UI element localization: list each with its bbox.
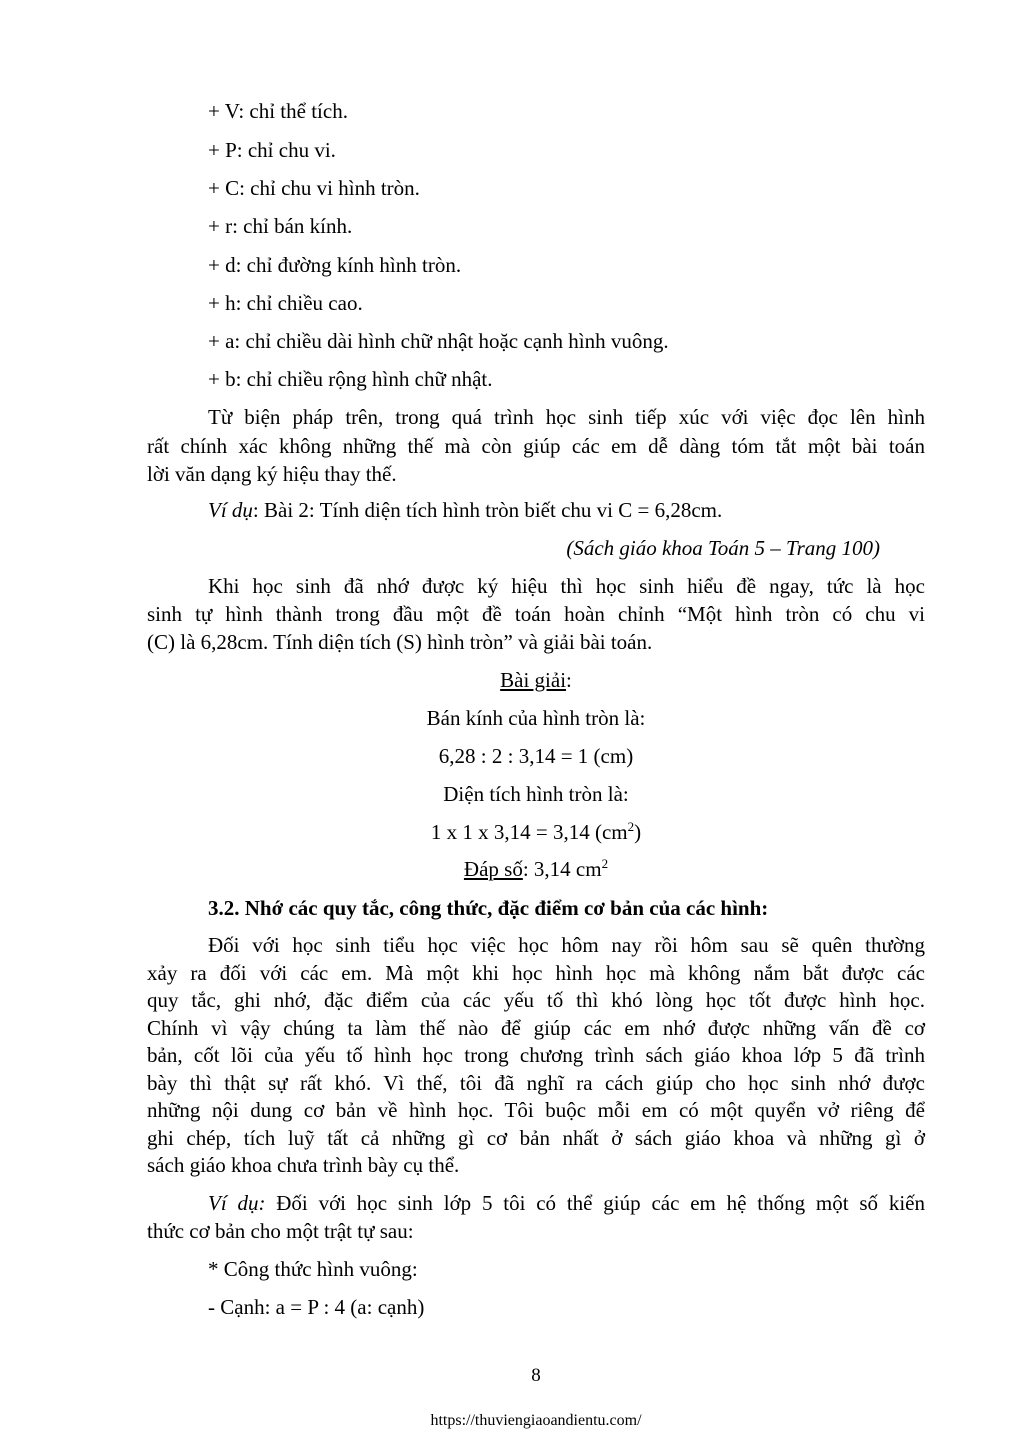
solution-heading-label: Bài giải bbox=[500, 668, 567, 692]
page-number: 8 bbox=[531, 1365, 541, 1386]
unit-exponent: 2 bbox=[627, 819, 635, 834]
paragraph-line: những nội dung cơ bản về hình học. Tôi buộc mỗi em có một quyển vở riêng để bbox=[147, 1098, 925, 1122]
symbol-item: + b: chỉ chiều rộng hình chữ nhật. bbox=[208, 367, 493, 391]
symbol-item: + C: chỉ chu vi hình tròn. bbox=[208, 176, 420, 200]
paragraph-line: (C) là 6,28cm. Tính diện tích (S) hình tròn” và giải bài toán. bbox=[147, 630, 653, 654]
paragraph-line: quy tắc, ghi nhớ, đặc điểm của các yếu tố thì khó lòng học tốt được hình học. bbox=[147, 988, 925, 1012]
formula-heading: * Công thức hình vuông: bbox=[208, 1257, 418, 1281]
symbol-item: + d: chỉ đường kính hình tròn. bbox=[208, 253, 462, 277]
paragraph-line: sinh tự hình thành trong đầu một đề toán hoàn chỉnh “Một hình tròn có chu vi bbox=[147, 602, 925, 626]
example-line bbox=[208, 1193, 925, 1214]
paragraph-line: Chính vì vậy chúng ta làm thế nào để giúp các em nhớ được những vấn đề cơ bbox=[147, 1016, 925, 1040]
paragraph-line: bản, cốt lõi của yếu tố hình học trong chương trình sách giáo khoa lớp 5 đã trình bbox=[147, 1043, 925, 1067]
solution-line bbox=[0, 819, 1023, 844]
section-heading: 3.2. Nhớ các quy tắc, công thức, đặc điểm cơ bản của các hình: bbox=[208, 896, 769, 920]
paragraph-line: sách giáo khoa chưa trình bày cụ thể. bbox=[147, 1153, 460, 1177]
symbol-item: + r: chỉ bán kính. bbox=[208, 214, 353, 238]
paragraph-line: xảy ra đối với các em. Mà một khi học hình học mà không nắm bắt được các bbox=[147, 961, 925, 985]
paragraph-line: ghi chép, tích luỹ tất cả những gì cơ bản nhất ở sách giáo khoa và những gì ở bbox=[147, 1126, 925, 1150]
example-label: Ví dụ: bbox=[208, 1191, 266, 1215]
solution-answer bbox=[0, 856, 1023, 881]
example-text: Đối với học sinh lớp 5 tôi có thể giúp các em hệ thống một số kiến bbox=[265, 1191, 926, 1215]
paragraph-line: rất chính xác không những thế mà còn giúp các em dễ dàng tóm tắt một bài toán bbox=[147, 434, 925, 458]
solution-line: Diện tích hình tròn là: bbox=[443, 782, 629, 806]
paragraph-line: lời văn dạng ký hiệu thay thế. bbox=[147, 462, 397, 486]
symbol-item: + a: chỉ chiều dài hình chữ nhật hoặc cạnh hình vuông. bbox=[208, 329, 669, 353]
symbol-item: + h: chỉ chiều cao. bbox=[208, 291, 363, 315]
symbol-item: + P: chỉ chu vi. bbox=[208, 138, 336, 162]
formula-line: - Cạnh: a = P : 4 (a: cạnh) bbox=[208, 1295, 425, 1319]
footer-url[interactable]: https://thuviengiaoandientu.com/ bbox=[430, 1412, 642, 1429]
answer-exponent: 2 bbox=[601, 856, 609, 871]
paragraph-line: Từ biện pháp trên, trong quá trình học sinh tiếp xúc với việc đọc lên hình bbox=[208, 405, 925, 429]
solution-calc-end: ) bbox=[634, 820, 642, 844]
example-line bbox=[208, 500, 722, 521]
example-text: : Bài 2: Tính diện tích hình tròn biết chu vi C = 6,28cm. bbox=[252, 498, 723, 522]
solution-heading bbox=[0, 670, 1023, 691]
paragraph-line: bày thì thật sự rất khó. Vì thế, tôi đã nghĩ ra cách giúp cho học sinh nhớ được bbox=[147, 1071, 925, 1095]
paragraph-line: Đối với học sinh tiểu học việc học hôm nay rồi hôm sau sẽ quên thường bbox=[208, 933, 925, 957]
solution-line: Bán kính của hình tròn là: bbox=[426, 706, 646, 730]
solution-line: 6,28 : 2 : 3,14 = 1 (cm) bbox=[438, 744, 634, 768]
answer-text: : 3,14 cm bbox=[522, 857, 602, 881]
example-line: thức cơ bản cho một trật tự sau: bbox=[147, 1219, 414, 1243]
symbol-item: + V: chỉ thể tích. bbox=[208, 99, 348, 123]
solution-calc: 1 x 1 x 3,14 = 3,14 (cm bbox=[430, 820, 628, 844]
example-label: Ví dụ bbox=[208, 498, 253, 522]
paragraph-line: Khi học sinh đã nhớ được ký hiệu thì học sinh hiểu đề ngay, tức là học bbox=[208, 574, 925, 598]
answer-label: Đáp số bbox=[463, 857, 523, 881]
example-source: (Sách giáo khoa Toán 5 – Trang 100) bbox=[566, 536, 880, 560]
solution-heading-colon: : bbox=[566, 668, 572, 692]
